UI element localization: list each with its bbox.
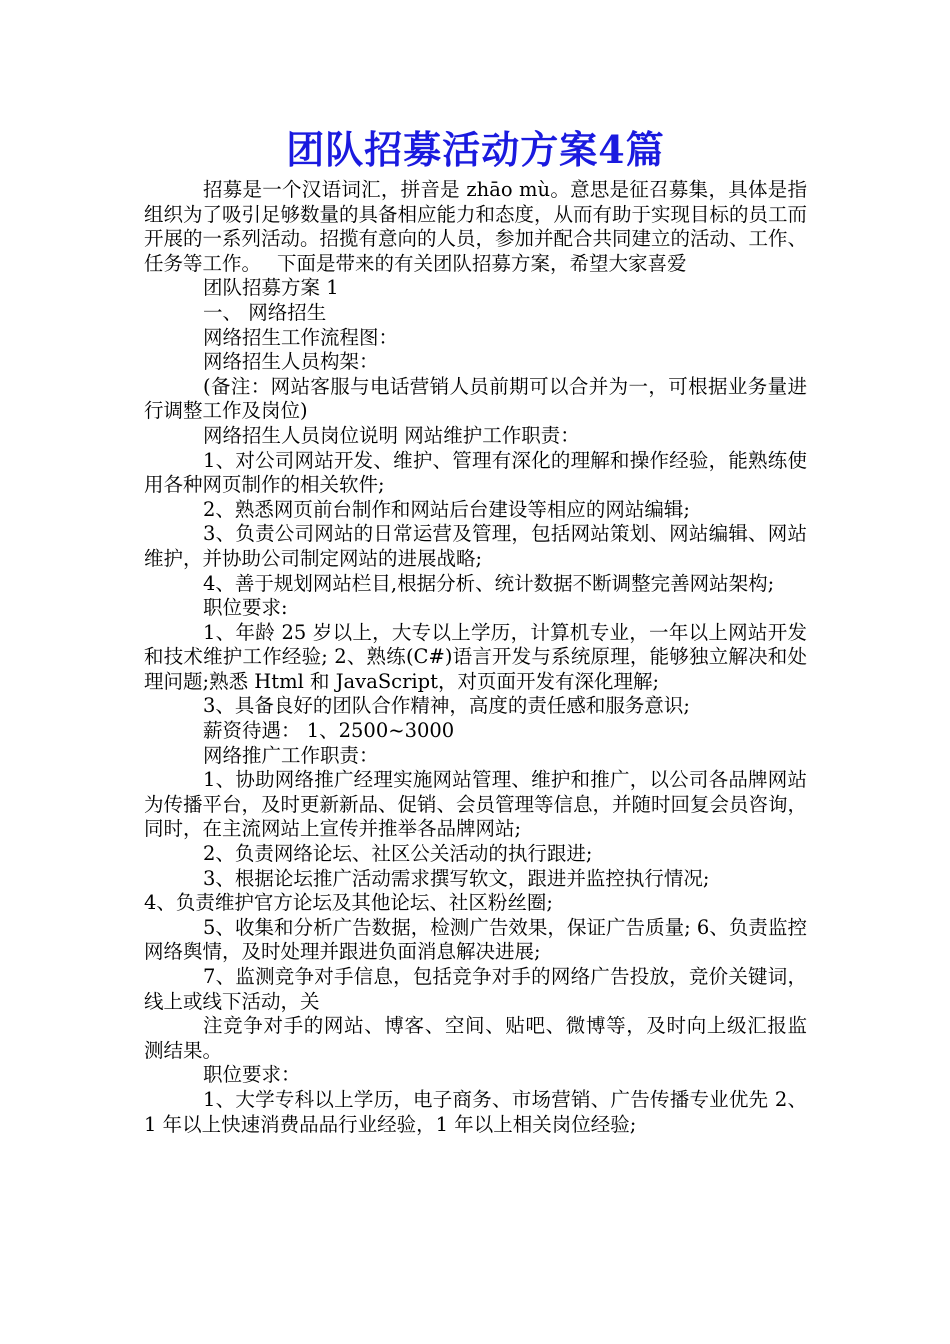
document-title: 团队招募活动方案4篇 (286, 127, 665, 172)
duty-item: 2、熟悉网页前台制作和网站后台建设等相应的网站编辑; (203, 497, 690, 521)
promotion-duty-item: 4、负责维护官方论坛及其他论坛、社区粉丝圈; (144, 891, 553, 915)
paragraph-role-description: 网络招生人员岗位说明 网站维护工作职责： (203, 423, 580, 447)
section-heading-online-enrollment: 一、 网络招生 (203, 300, 327, 324)
duty-item: 4、善于规划网站栏目,根据分析、统计数据不断调整完善网站架构; (203, 571, 775, 595)
paragraph-note: (备注：网站客服与电话营销人员前期可以合并为一，可根据业务量进行调整工作及岗位) (144, 374, 807, 423)
salary-line: 薪资待遇： 1、2500~3000 (203, 719, 455, 743)
paragraph-workflow: 网络招生工作流程图： (203, 325, 399, 349)
duty-item: 1、对公司网站开发、维护、管理有深化的理解和操作经验，能熟练使用各种网页制作的相关软件; (144, 448, 807, 497)
section-heading-plan-1: 团队招募方案 1 (203, 276, 339, 300)
requirements-heading: 职位要求: (203, 596, 288, 620)
document-page (144, 122, 807, 1137)
requirement-item: 1、大学专科以上学历，电子商务、市场营销、广告传播专业优先 2、1 年以上快速消费品品行业经验，1 年以上相关岗位经验; (144, 1087, 807, 1136)
promotion-duty-continuation: 注竞争对手的网站、博客、空间、贴吧、微博等，及时向上级汇报监测结果。 (144, 1014, 807, 1062)
promotion-duty-item: 2、负责网络论坛、社区公关活动的执行跟进; (203, 842, 593, 866)
paragraph-staff-structure: 网络招生人员构架： (203, 350, 379, 374)
requirement-item: 3、具备良好的团队合作精神，高度的责任感和服务意识; (203, 694, 690, 718)
requirement-item: 1、年龄 25 岁以上，大专以上学历，计算机专业，一年以上网站开发和技术维护工作经验; 2、熟练(C#)语言开发与系统原理，能够独立解决和处理问题;熟悉 Html 和 JavaScript，对页面开发有深化理解; (144, 620, 807, 693)
duty-item: 3、负责公司网站的日常运营及管理，包括网站策划、网站编辑、网站维护，并协助公司制定网站的进展战略; (144, 522, 807, 570)
promotion-duty-item: 3、根据论坛推广活动需求撰写软文，跟进并监控执行情况; (203, 866, 710, 890)
promotion-duties-heading: 网络推广工作职责： (203, 743, 379, 767)
intro-paragraph: 招募是一个汉语词汇，拼音是 zhāo mù。意思是征召募集，具体是指组织为了吸引足够数量的具备相应能力和态度，从而有助于实现目标的员工而开展的一系列活动。招揽有意向的人员，参加并配合共同建立的活动、工作、任务等工作。 下面是带来的有关团队招募方案，希望大家喜爱 (144, 178, 808, 275)
requirements-heading: 职位要求： (203, 1063, 301, 1087)
promotion-duty-item: 1、协助网络推广经理实施网站管理、维护和推广，以公司各品牌网站为传播平台，及时更新新品、促销、会员管理等信息，并随时回复会员咨询，同时，在主流网站上宣传并推举各品牌网站; (144, 768, 808, 841)
promotion-duty-item: 7、监测竞争对手信息，包括竞争对手的网络广告投放，竞价关键词，线上或线下活动，关 (144, 965, 807, 1013)
promotion-duty-item: 5、收集和分析广告数据，检测广告效果，保证广告质量; 6、负责监控网络舆情，及时处理并跟进负面消息解决进展; (144, 915, 807, 964)
